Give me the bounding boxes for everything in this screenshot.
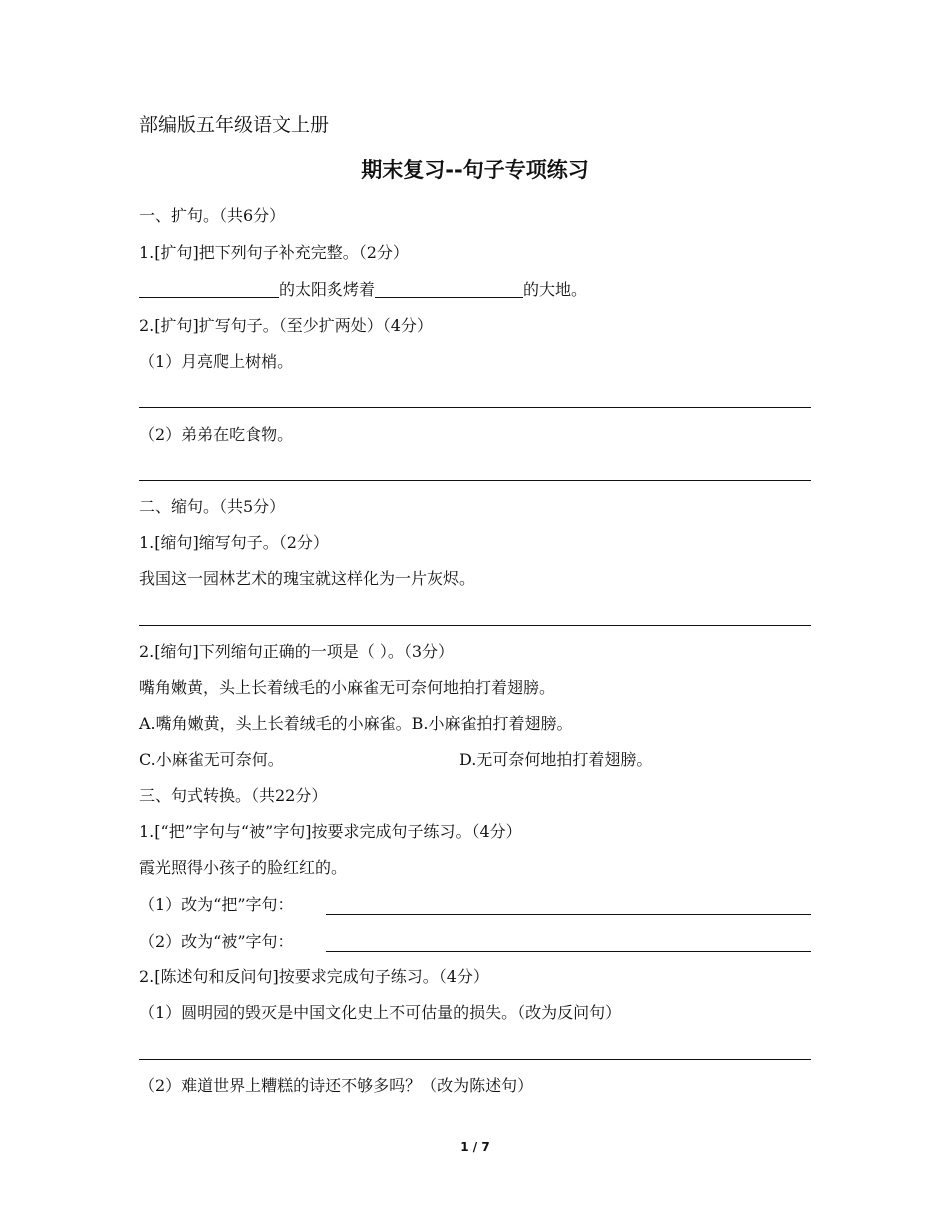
question-prompt: 2.[陈述句和反问句]按要求完成句子练习。（4分） [139,967,489,986]
page-indicator: 1 / 7 [460,1140,490,1154]
choice-option-c[interactable]: C.小麻雀无可奈何。 [139,750,284,769]
answer-line[interactable] [326,914,811,915]
question-prompt: 1.[“把”字句与“被”字句]按要求完成句子练习。（4分） [139,822,522,841]
choice-row [139,714,573,734]
question-prompt: 2.[缩句]下列缩句正确的一项是（ ）。（3分） [139,642,455,661]
question-item: （2）弟弟在吃食物。 [139,425,294,444]
answer-line[interactable] [139,407,811,408]
question-item: （1）月亮爬上树梢。 [139,352,294,371]
section-heading-shorten: 二、缩句。（共5分） [139,497,286,516]
answer-line[interactable] [139,480,811,481]
section-heading-transform: 三、句式转换。（共22分） [139,786,328,805]
question-prompt: 1.[缩句]缩写句子。（2分） [139,533,329,552]
answer-blank[interactable] [139,281,279,298]
question-item: （1）改为“把”字句： [139,895,294,914]
fill-blank-sentence [139,280,587,300]
section-heading-expand: 一、扩句。（共6分） [139,206,286,225]
answer-blank[interactable] [375,281,523,298]
choice-option-b[interactable]: B.小麻雀拍打着翅膀。 [411,714,573,733]
question-item: （2）难道世界上糟糕的诗还不够多吗？（改为陈述句） [139,1076,534,1095]
answer-line[interactable] [139,1059,811,1060]
choice-option-a[interactable]: A.嘴角嫩黄，头上长着绒毛的小麻雀。 [139,714,412,733]
answer-line[interactable] [139,625,811,626]
choice-option-d[interactable]: D.无可奈何地拍打着翅膀。 [459,750,653,769]
question-item: （1）圆明园的毁灭是中国文化史上不可估量的损失。（改为反问句） [139,1003,622,1022]
question-item: （2）改为“被”字句： [139,932,294,951]
question-sentence: 我国这一园林艺术的瑰宝就这样化为一片灰烬。 [139,569,476,588]
document-title: 期末复习--句子专项练习 [361,158,589,182]
question-sentence: 嘴角嫩黄，头上长着绒毛的小麻雀无可奈何地拍打着翅膀。 [139,678,556,697]
question-prompt: 2.[扩句]扩写句子。（至少扩两处）（4分） [139,316,433,335]
sentence-fragment: 的太阳炙烤着 [279,280,376,299]
question-sentence: 霞光照得小孩子的脸红红的。 [139,858,348,877]
question-prompt: 1.[扩句]把下列句子补充完整。（2分） [139,243,409,262]
document-subtitle: 部编版五年级语文上册 [139,114,330,136]
sentence-fragment: 的大地。 [523,280,588,299]
answer-line[interactable] [326,951,811,952]
